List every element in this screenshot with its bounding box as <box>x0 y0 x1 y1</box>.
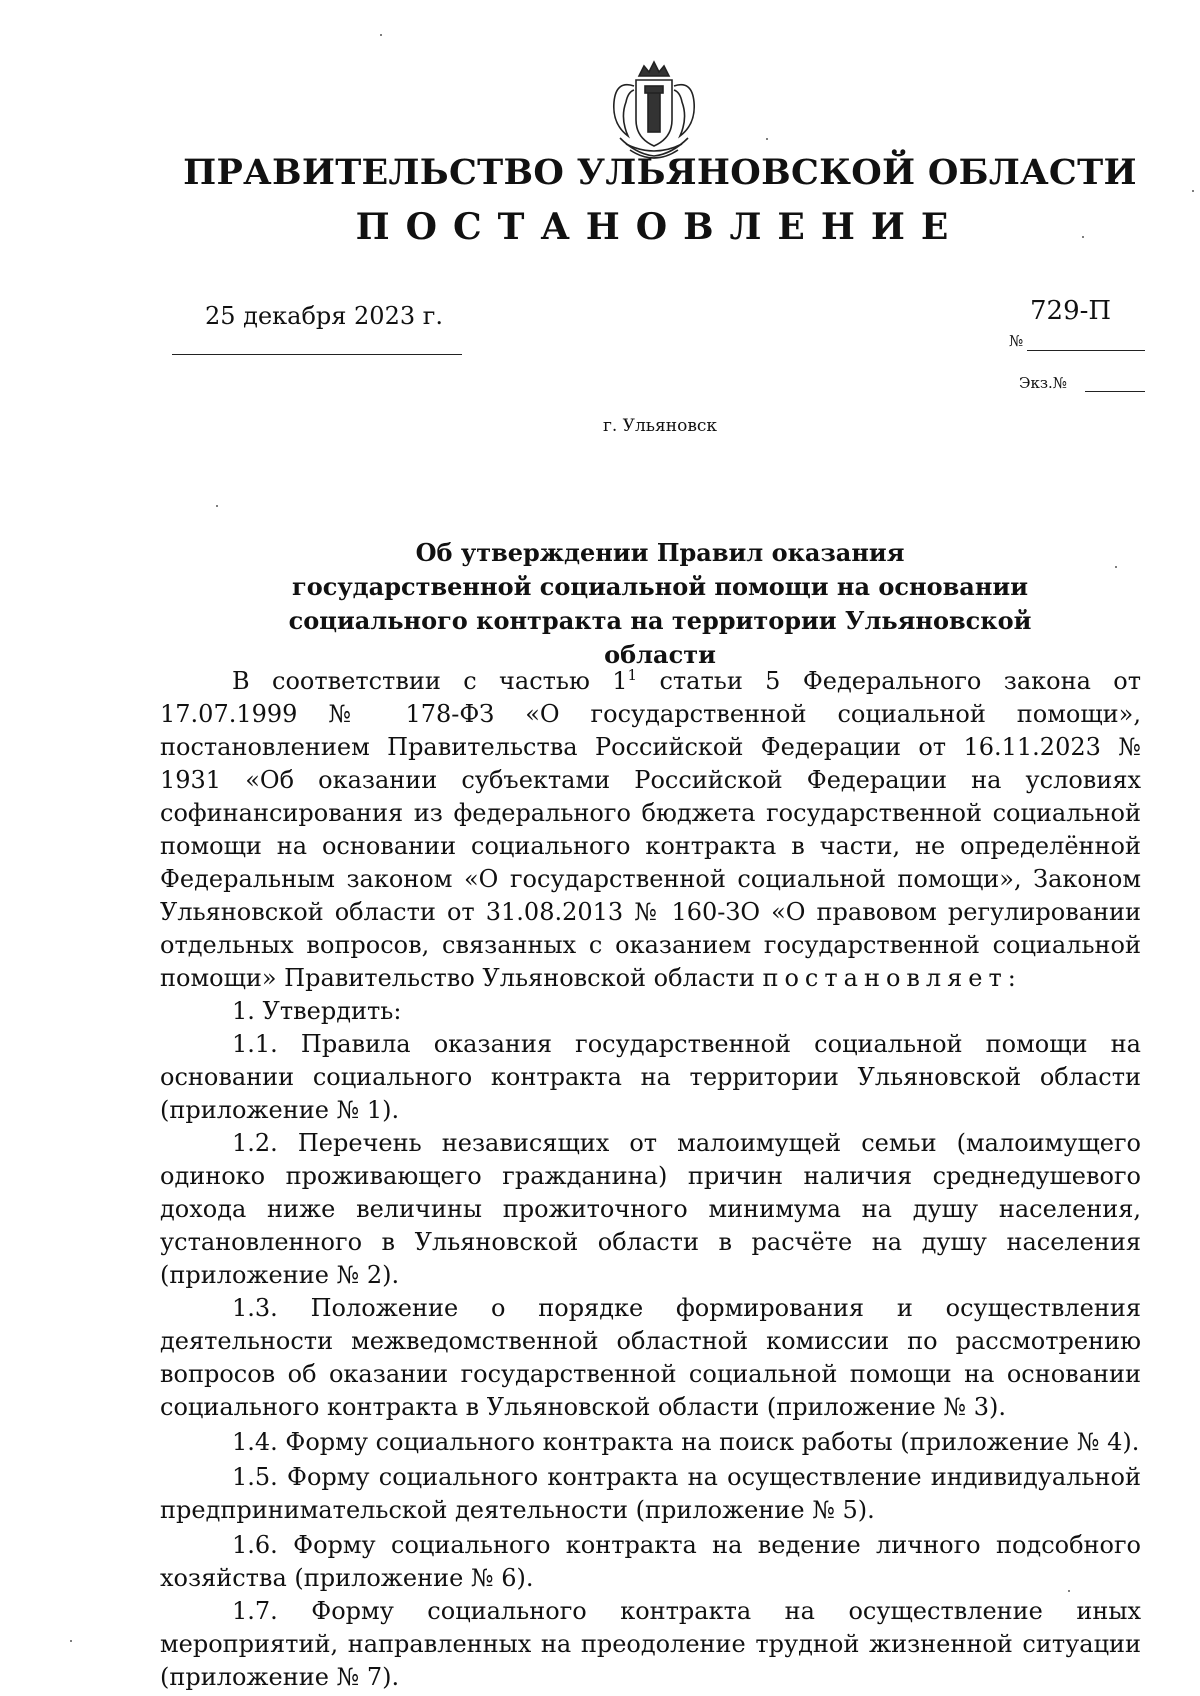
copy-number-label: Экз.№ <box>1019 374 1067 392</box>
scan-speck <box>380 34 382 36</box>
clause-1-5: 1.5. Форму социального контракта на осуществление индивидуальной предпринимательской деятельности (приложение № 5). <box>160 1463 1141 1524</box>
preamble-superscript: 1 <box>627 666 638 684</box>
document-body <box>160 665 1141 1694</box>
city-name: г. Ульяновск <box>602 416 718 436</box>
number-underline <box>1027 350 1145 351</box>
scan-speck <box>70 1640 72 1642</box>
scan-speck <box>216 505 218 507</box>
document-type: ПОСТАНОВЛЕНИЕ <box>355 206 965 248</box>
copy-number-underline <box>1085 391 1145 392</box>
preamble-paragraph <box>160 665 1141 995</box>
scan-speck <box>1115 566 1117 568</box>
clause-1-4: 1.4. Форму социального контракта на поиск работы (приложение № 4). <box>232 1428 1140 1456</box>
scan-speck <box>766 138 768 140</box>
subject-line: Об утверждении Правил оказания <box>415 538 905 567</box>
date-underline <box>172 354 462 355</box>
clause-1-7: 1.7. Форму социального контракта на осуществление иных мероприятий, направленных на преодоление трудной жизненной ситуации (приложение № 7). <box>160 1597 1141 1691</box>
preamble-text-start: В соответствии с частью 1 <box>232 667 628 695</box>
subject-line: социального контракта на территории Ульяновской области <box>288 606 1032 669</box>
clause-1: 1. Утвердить: <box>232 997 402 1025</box>
scan-speck <box>1192 190 1194 192</box>
clause-1-2: 1.2. Перечень независящих от малоимущей семьи (малоимущего одиноко проживающего гражданина) причин наличия среднедушевого дохода ниже величины прожиточного минимума на душу населения, установленного в Ульяновской области в расчёте на душу населения (приложение № 2). <box>160 1129 1141 1289</box>
scan-speck <box>1068 1590 1070 1592</box>
government-name: ПРАВИТЕЛЬСТВО УЛЬЯНОВСКОЙ ОБЛАСТИ <box>183 152 1137 193</box>
preamble-text: статьи 5 Федерального закона от 17.07.1999 № 178-ФЗ «О государственной социальной помощи», постановлением Правительства Российской Федерации от 16.11.2023 № 1931 «Об оказании субъектами Российской Федерации на условиях софинансирования из федерального бюджета государственной социальной помощи на основании социального контракта в части, не определённой Федеральным законом «О государственной социальной помощи», Законом Ульяновской области от 31.08.2013 № 160-ЗО «О правовом регулировании отдельных вопросов, связанных с оказанием государственной социальной помощи» Правительство Ульяновской области <box>160 667 1142 992</box>
document-date: 25 декабря 2023 г. <box>205 302 443 330</box>
subject-line: государственной социальной помощи на основании <box>291 572 1028 601</box>
resolution-verb: постановляет: <box>762 964 1022 992</box>
clause-1-6: 1.6. Форму социального контракта на ведение личного подсобного хозяйства (приложение № 6). <box>160 1531 1141 1592</box>
clause-1-3: 1.3. Положение о порядке формирования и осуществления деятельности межведомственной областной комиссии по рассмотрению вопросов об оказании государственной социальной помощи на основании социального контракта в Ульяновской области (приложение № 3). <box>160 1294 1141 1421</box>
number-label: № <box>1009 332 1024 350</box>
clause-1-1: 1.1. Правила оказания государственной социальной помощи на основании социального контракта на территории Ульяновской области (приложение № 1). <box>160 1030 1141 1124</box>
document-subject <box>240 536 1080 672</box>
document-number: 729-П <box>1030 296 1112 326</box>
scan-speck <box>1082 236 1084 238</box>
